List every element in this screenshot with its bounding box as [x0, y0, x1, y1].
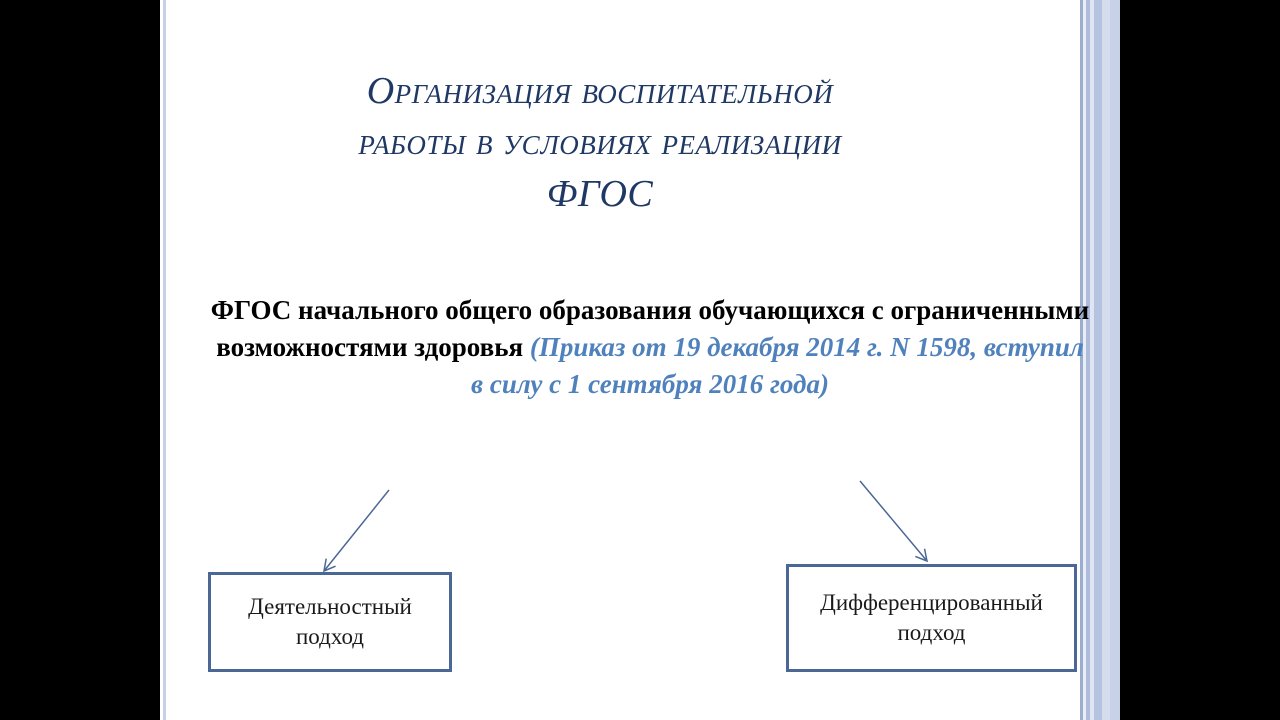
body-citation: (Приказ от 19 декабря 2014 г. N 1598, вступил в силу с 1 сентября 2016 года) [471, 332, 1084, 399]
arrow-right [860, 481, 927, 561]
box-activity-approach [208, 572, 452, 672]
title-line-1-text: Организация воспитательной [366, 70, 834, 112]
arrow-left [324, 490, 389, 571]
box-left-line-2: подход [295, 624, 364, 649]
box-right-line-1: Дифференцированный [820, 590, 1043, 615]
title-line-2: работы в условиях реализации [358, 121, 842, 164]
title-line-3: ФГОС [546, 172, 654, 215]
body-main-text: ФГОС начального общего образования обучающихся с ограниченными возможностями здоровья [210, 295, 1090, 362]
box-right-line-2: подход [897, 620, 966, 645]
box-left-line-1: Деятельностный [248, 594, 412, 619]
box-differentiated-approach [786, 564, 1077, 672]
slide [160, 0, 1120, 720]
